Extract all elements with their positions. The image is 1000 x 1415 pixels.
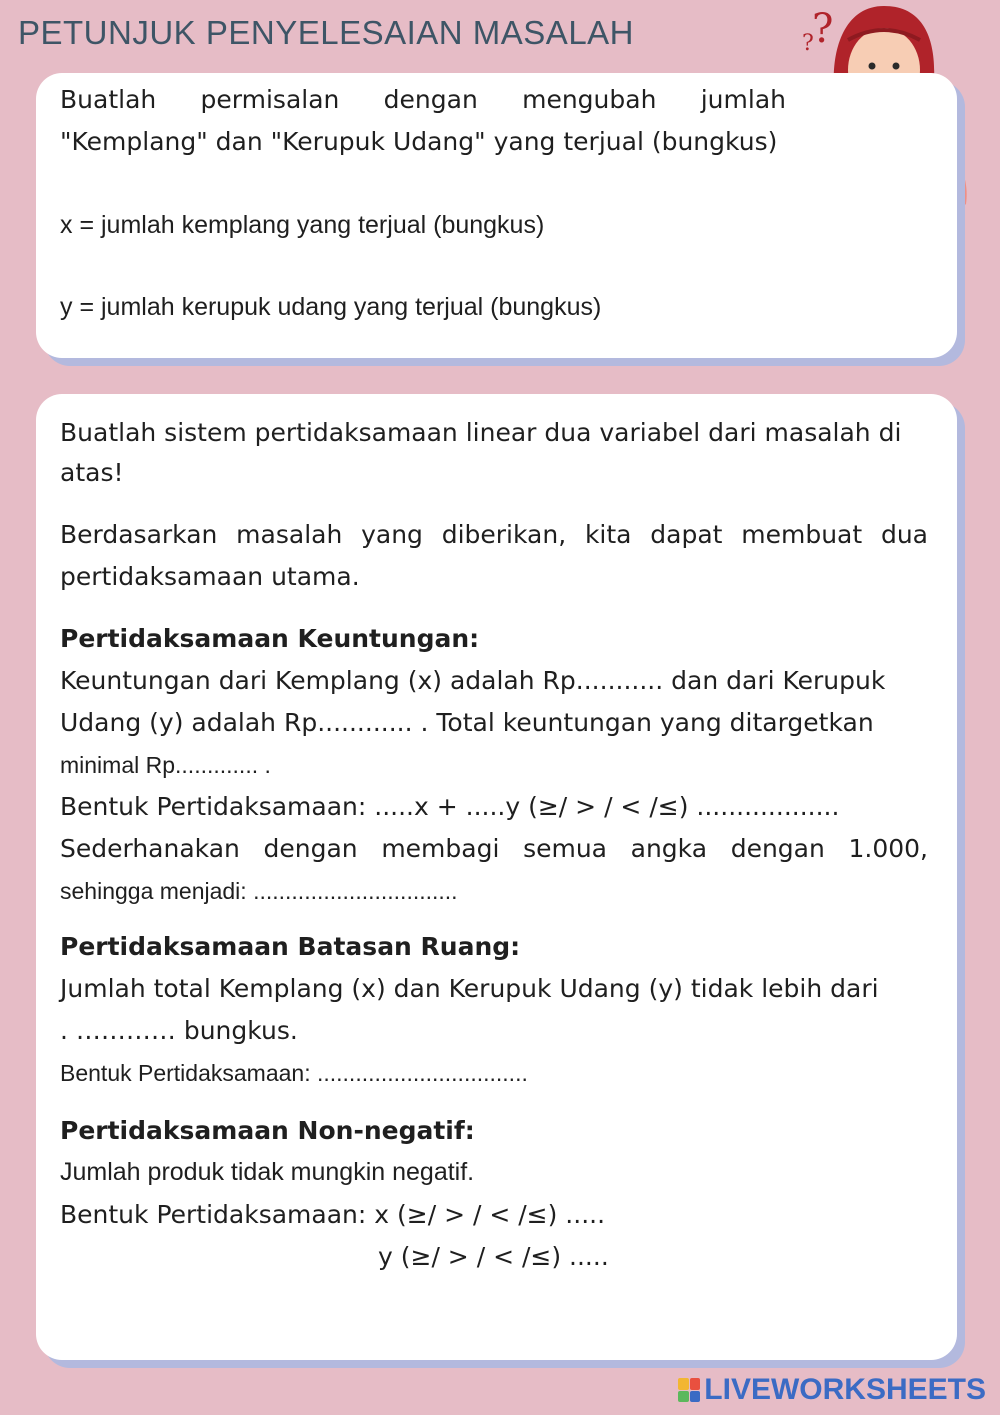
intro-line-1: Buatlah sistem pertidaksamaan linear dua variabel dari masalah di (60, 418, 902, 447)
definition-y: y = jumlah kerupuk udang yang terjual (bungkus) (60, 293, 602, 321)
nonnegative-form-y: y (≥/ > / < /≤) ..... (378, 1242, 609, 1271)
profit-line-2: Udang (y) adalah Rp............ . Total keuntungan yang ditargetkan (60, 708, 874, 737)
liveworksheets-logo-icon (678, 1378, 700, 1402)
instruction-line-1: Buatlah permisalan dengan mengubah jumlah (60, 85, 786, 114)
variable-definition-card (36, 73, 957, 358)
profit-inequality-form: Bentuk Pertidaksamaan: .....x + .....y (≥/ > / < /≤) .................. (60, 792, 840, 821)
profit-line-3: minimal Rp............. . (60, 752, 271, 778)
definition-x: x = jumlah kemplang yang terjual (bungkus) (60, 211, 545, 239)
profit-heading: Pertidaksamaan Keuntungan: (60, 624, 480, 653)
instruction-line-2: "Kemplang" dan "Kerupuk Udang" yang terjual (bungkus) (60, 127, 778, 156)
profit-line-1: Keuntungan dari Kemplang (x) adalah Rp........... dan dari Kerupuk (60, 666, 886, 695)
nonnegative-line-1: Jumlah produk tidak mungkin negatif. (60, 1158, 475, 1186)
space-line-2: . ………… bungkus. (60, 1016, 298, 1045)
space-line-1: Jumlah total Kemplang (x) dan Kerupuk Udang (y) tidak lebih dari (60, 974, 879, 1003)
basis-line-1: Berdasarkan masalah yang diberikan, kita dapat membuat dua (60, 520, 928, 549)
svg-text:?: ? (812, 6, 834, 52)
space-inequality-form: Bentuk Pertidaksamaan: ................................. (60, 1060, 528, 1086)
basis-line-2: pertidaksamaan utama. (60, 562, 360, 591)
space-heading: Pertidaksamaan Batasan Ruang: (60, 932, 521, 961)
inequality-system-card (36, 394, 957, 1360)
brand-text: LIVEWORKSHEETS (704, 1373, 986, 1406)
nonnegative-heading: Pertidaksamaan Non-negatif: (60, 1116, 475, 1145)
page-title: PETUNJUK PENYELESAIAN MASALAH (18, 14, 635, 51)
svg-text:?: ? (802, 31, 814, 56)
nonnegative-form-x: Bentuk Pertidaksamaan: x (≥/ > / < /≤) ..... (60, 1200, 606, 1229)
profit-simplify-line: Sederhanakan dengan membagi semua angka dengan 1.000, (60, 834, 928, 863)
profit-simplified-result: sehingga menjadi: ................................ (60, 878, 458, 904)
liveworksheets-brand (678, 1373, 986, 1407)
intro-line-2: atas! (60, 458, 124, 487)
